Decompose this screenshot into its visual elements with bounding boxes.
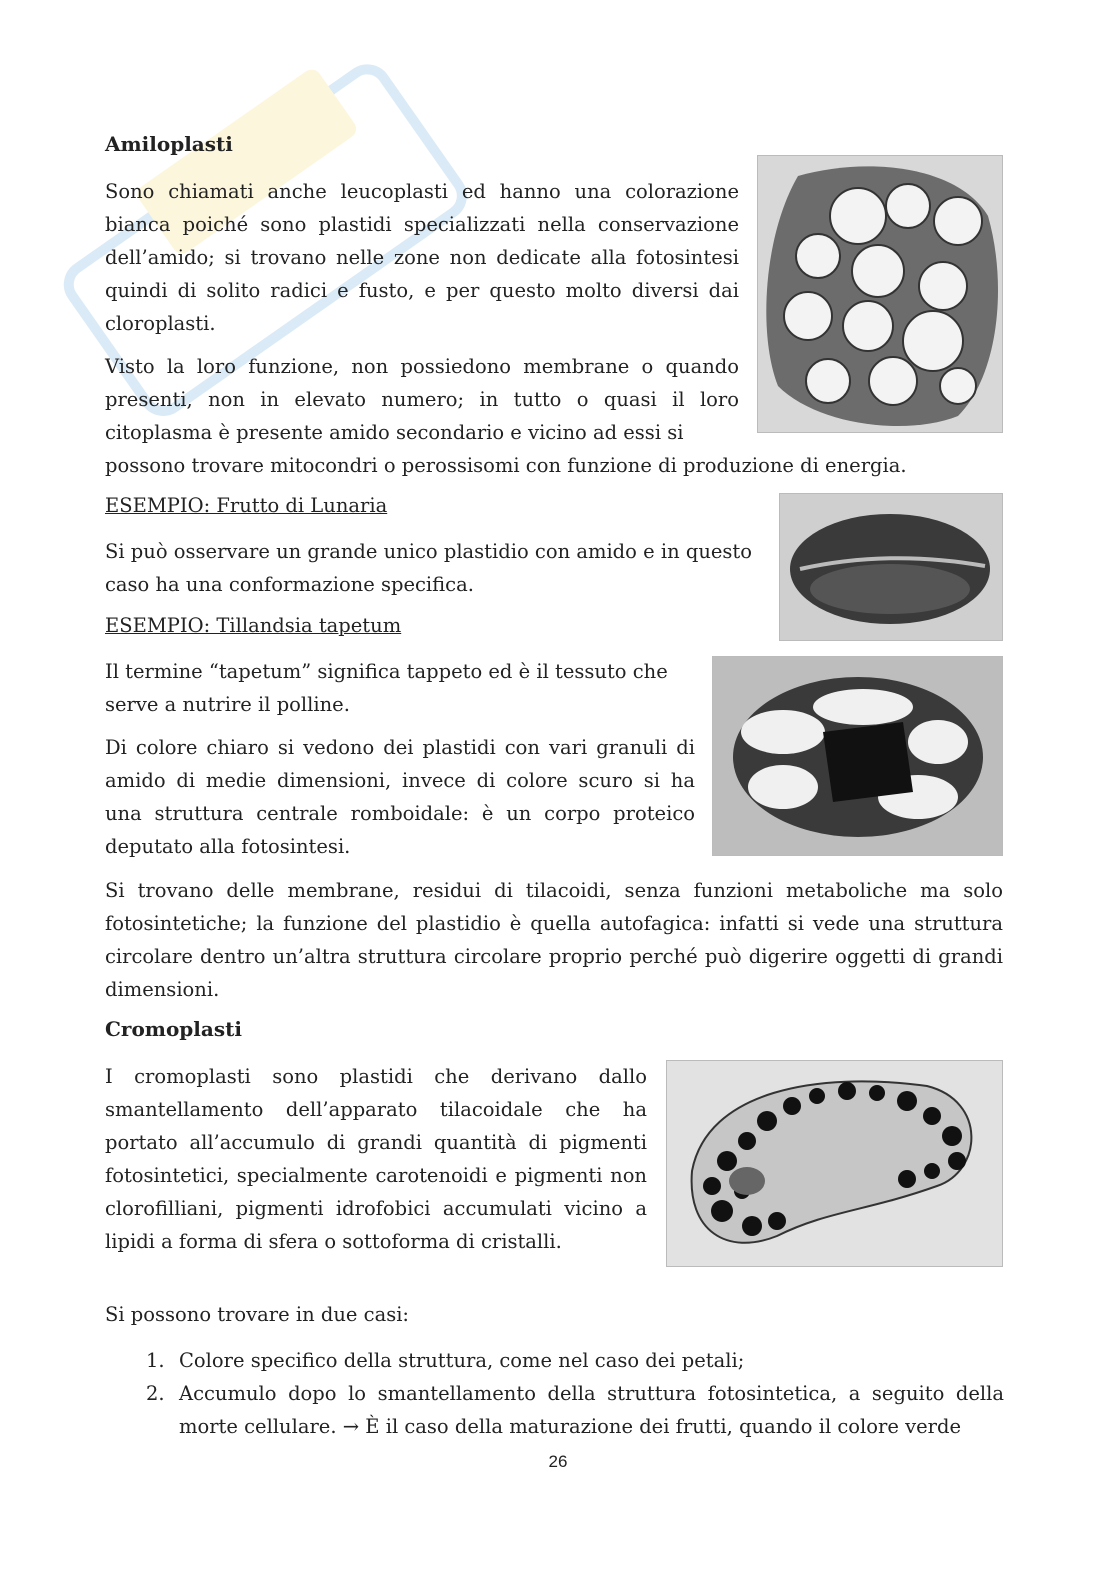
cases-list [146,1344,1004,1443]
cromoplasti-paragraph-2: Si possono trovare in due casi: [105,1303,410,1326]
list-item-number: 2. [146,1382,165,1405]
example2-paragraph-1: Il termine “tapetum” significa tappeto ed è il tessuto che serve a nutrire il polline. [105,660,668,716]
amiloplasti-paragraph-1: Sono chiamati anche leucoplasti ed hanno una colorazione bianca poiché sono plastidi specializzati nella conservazione dell’amido; si trovano nelle zone non dedicate alla fotosintesi quindi di solito radici e fusto, e per questo molto diversi dai cloroplasti. [105,180,739,335]
amiloplasti-paragraph-2: Visto la loro funzione, non possiedono membrane o quando presenti, non in elevato numero; in tutto o quasi il loro citoplasma è presente amido secondario e vicino ad essi si [105,355,739,444]
page-number: 26 [548,1452,568,1471]
example1-title: ESEMPIO: Frutto di Lunaria [105,494,388,517]
example2-title: ESEMPIO: Tillandsia tapetum [105,614,402,637]
list-item-number: 1. [146,1349,165,1372]
list-item-text: Colore specifico della struttura, come nel caso dei petali; [179,1349,745,1372]
list-item [146,1344,1004,1377]
example2-paragraph-2: Di colore chiaro si vedono dei plastidi con vari granuli di amido di medie dimensioni, invece di colore scuro si ha una struttura centrale romboidale: è un corpo proteico deputato alla fotosintesi. [105,736,695,858]
lunaria-micrograph [779,493,1003,641]
list-item-text: Accumulo dopo lo smantellamento della struttura fotosintetica, a seguito della morte cellulare. → È il caso della maturazione dei frutti, quando il colore verde [179,1382,1004,1438]
tillandsia-micrograph [712,656,1003,856]
chromoplast-micrograph [666,1060,1003,1267]
heading-amiloplasti: Amiloplasti [105,132,233,156]
amyloplast-micrograph [757,155,1003,433]
amiloplasti-paragraph-2-tail: possono trovare mitocondri o perossisomi con funzione di produzione di energia. [105,454,907,477]
example2-paragraph-3: Si trovano delle membrane, residui di tilacoidi, senza funzioni metaboliche ma solo fotosintetiche; la funzione del plastidio è quella autofagica: infatti si vede una struttura circolare dentro un’altra struttura circolare proprio perché può digerire oggetti di grandi dimensioni. [105,879,1003,1001]
heading-cromoplasti: Cromoplasti [105,1017,242,1041]
list-item [146,1377,1004,1443]
example1-text: Si può osservare un grande unico plastidio con amido e in questo caso ha una conformazione specifica. [105,540,753,596]
cromoplasti-paragraph-1: I cromoplasti sono plastidi che derivano dallo smantellamento dell’apparato tilacoidale che ha portato all’accumulo di grandi quantità di pigmenti fotosintetici, specialmente carotenoidi e pigmenti non clorofilliani, pigmenti idrofobici accumulati vicino a lipidi a forma di sfera o sottoforma di cristalli. [105,1065,647,1253]
